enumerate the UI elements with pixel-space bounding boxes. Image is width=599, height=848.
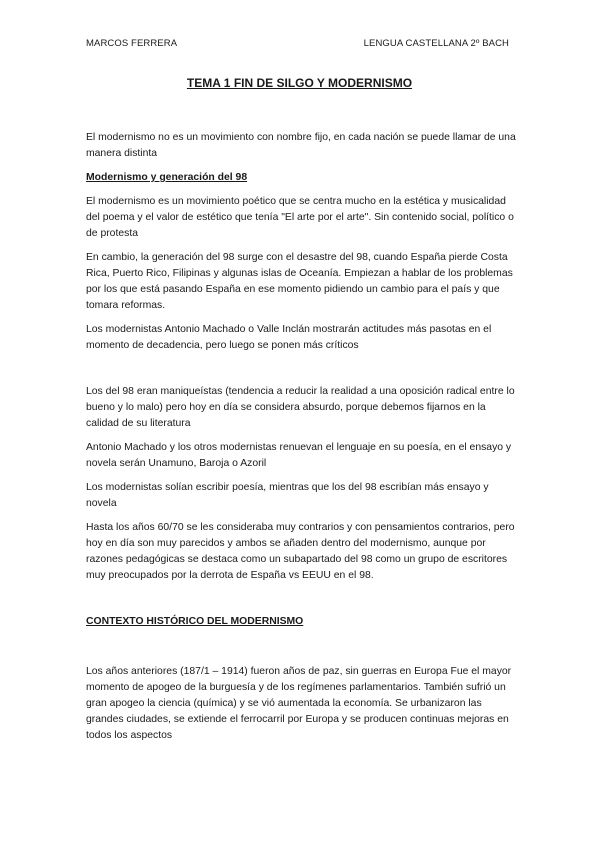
header-author: MARCOS FERRERA <box>86 38 178 49</box>
section-heading-modernismo-98: Modernismo y generación del 98 <box>86 172 248 183</box>
paragraph-modernistas-actitudes: Los modernistas Antonio Machado o Valle Inclán mostrarán actitudes más pasotas en el momento de decadencia, pero luego se ponen más críticos <box>86 324 492 351</box>
paragraph-machado-lenguaje: Antonio Machado y los otros modernistas renuevan el lenguaje en su poesía, en el ensayo y novela serán Unamuno, Baroja o Azoril <box>86 442 512 469</box>
paragraph-anos-60-70: Hasta los años 60/70 se les consideraba muy contrarios y con pensamientos contrarios, pero hoy en día son muy parecidos y ambos se añaden dentro del modernismo, aunque por razones pedagógicas se destaca como un subapartado del 98 como un grupo de escritores muy preocupados por la derrota de España vs EEUU en el 98. <box>86 522 515 581</box>
document-title: TEMA 1 FIN DE SILGO Y MODERNISMO <box>186 76 413 90</box>
paragraph-modernismo-definition: El modernismo es un movimiento poético que se centra mucho en la estética y musicalidad del poema y el valor de estético que tenía "El arte por el arte". Sin contenido social, político o de protesta <box>86 196 514 239</box>
section-heading-contexto-historico: CONTEXTO HISTÓRICO DEL MODERNISMO <box>86 616 304 627</box>
paragraph-generacion-98: En cambio, la generación del 98 surge con el desastre del 98, cuando España pierde Costa Rica, Puerto Rico, Filipinas y algunas islas de Oceanía. Empiezan a hablar de los problemas por los que está pasando España en ese momento pidiendo un cambio para el país y que tomara reformas. <box>86 252 513 311</box>
header-subject: LENGUA CASTELLANA 2º BACH <box>363 38 509 49</box>
paragraph-anos-anteriores: Los años anteriores (187/1 – 1914) fueron años de paz, sin guerras en Europa Fue el mayor momento de apogeo de la burguesía y de los regímenes parlamentarios. También sufrió un gran apogeo la ciencia (química) y se vió aumentada la economía. Se urbanizaron las grandes ciudades, se extiende el ferrocarril por Europa y se producen continuas mejoras en todos los aspectos <box>86 666 512 741</box>
paragraph-poesia-ensayo: Los modernistas solían escribir poesía, mientras que los del 98 escribían más ensayo y novela <box>86 482 489 509</box>
paragraph-maniqueistas: Los del 98 eran maniqueístas (tendencia a reducir la realidad a una oposición radical entre lo bueno y lo malo) pero hoy en día se considera absurdo, porque debemos fijarnos en la calidad de su literatura <box>86 386 515 429</box>
paragraph-intro: El modernismo no es un movimiento con nombre fijo, en cada nación se puede llamar de una manera distinta <box>86 132 516 159</box>
